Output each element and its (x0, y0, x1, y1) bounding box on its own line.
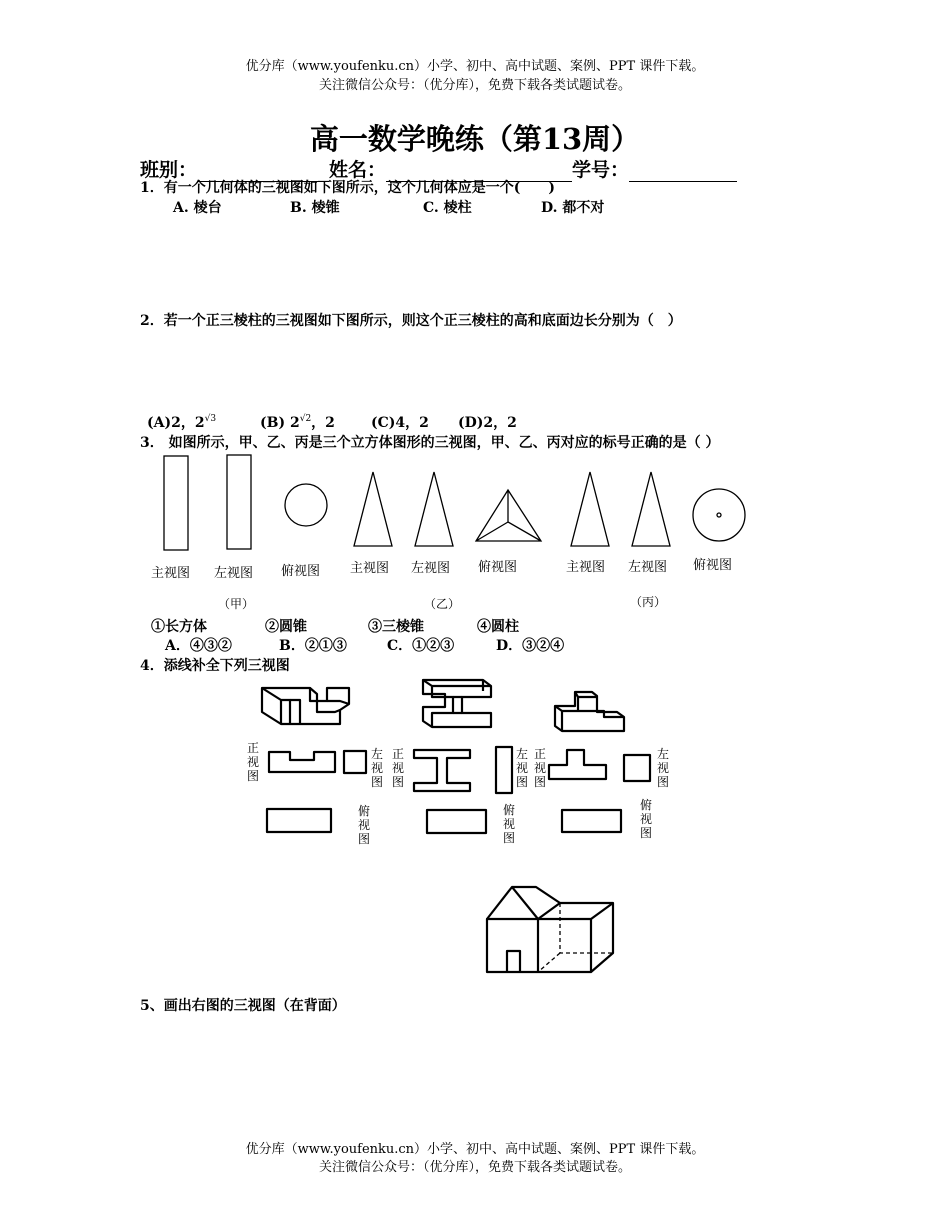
q1-option-b: B. 棱锥 (290, 200, 340, 216)
q4-zheng-label-2: 正视图 (391, 747, 404, 789)
q3-option-d: D．③②④ (496, 638, 565, 654)
bing-left-caption: 左视图 (628, 560, 668, 575)
q4-fu-label-2: 俯视图 (502, 803, 515, 845)
jia-top-caption: 俯视图 (281, 564, 321, 579)
q5-house-figure (487, 887, 613, 972)
page-title: 高一数学晚练（第13周） (309, 122, 641, 156)
q4-fu-label-1: 俯视图 (357, 804, 370, 846)
q4-left-view-1 (344, 751, 366, 773)
q4-stem: 4．添线补全下列三视图 (140, 658, 290, 674)
q2-option-b-text: (B) 2 (260, 415, 300, 431)
group-yi-label: （乙） (424, 597, 461, 611)
q1-option-a: A. 棱台 (173, 200, 222, 216)
q3-option-c: C．①②③ (387, 638, 455, 654)
header-line-2: 关注微信公众号：（优分库），免费下载各类试题试卷。 (318, 78, 631, 93)
q4-iso-1 (262, 688, 349, 724)
jia-front-caption: 主视图 (151, 566, 191, 581)
sqrt3-root: √3 (204, 414, 217, 424)
yi-top-caption: 俯视图 (478, 560, 518, 575)
q2-option-b-tail: ，2 (311, 415, 335, 431)
bing-front-caption: 主视图 (566, 560, 606, 575)
q4-left-view-3 (624, 755, 650, 781)
q4-front-view-2 (414, 750, 470, 791)
footer-line-2: 关注微信公众号：（优分库），免费下载各类试题试卷。 (318, 1160, 631, 1175)
shape-4: ④圆柱 (477, 619, 519, 635)
class-label: 班别： (140, 159, 198, 181)
q3-option-b: B．②①③ (279, 638, 347, 654)
q4-zuo-label-2: 左视图 (515, 747, 528, 789)
q4-iso-2 (423, 680, 491, 727)
footer-line-1: 优分库（www.youfenku.cn）小学、初中、高中试题、案例、PPT 课件下载。 (245, 1142, 705, 1157)
q4-fu-label-3: 俯视图 (639, 798, 652, 840)
q1-option-d: D. 都不对 (541, 200, 605, 216)
q4-zuo-label-3: 左视图 (656, 747, 669, 789)
q4-zheng-label-3: 正视图 (533, 747, 546, 789)
q2-stem: 2．若一个正三棱柱的三视图如下图所示，则这个正三棱柱的高和底面边长分别为（ ） (140, 313, 682, 329)
name-label: 姓名： (329, 159, 387, 181)
q4-top-view-3 (562, 810, 621, 832)
q4-left-view-2 (496, 747, 512, 793)
q3-option-a: A．④③② (165, 638, 232, 654)
q1-option-c: C. 棱柱 (423, 200, 472, 216)
q4-zuo-label-1: 左视图 (370, 747, 383, 789)
q4-front-view-3 (549, 750, 606, 779)
q4-top-view-1 (267, 809, 331, 832)
q3-stem: 3． 如图所示，甲、乙、丙是三个立方体图形的三视图，甲、乙、丙对应的标号正确的是（ ） (140, 435, 720, 451)
shape-2: ②圆锥 (265, 619, 307, 635)
jia-left-caption: 左视图 (214, 566, 254, 581)
q2-option-c: (C)4，2 (371, 415, 429, 431)
q4-top-view-2 (427, 810, 486, 833)
yi-front-caption: 主视图 (350, 561, 390, 576)
yi-left-caption: 左视图 (411, 561, 451, 576)
q4-iso-3 (555, 692, 624, 731)
group-bing-label: （丙） (630, 595, 667, 609)
q2-option-d: (D)2，2 (458, 415, 517, 431)
shape-1: ①长方体 (151, 619, 207, 635)
shape-3: ③三棱锥 (368, 619, 424, 635)
header-line-1: 优分库（www.youfenku.cn）小学、初中、高中试题、案例、PPT 课件下载。 (245, 59, 705, 74)
group-jia-label: （甲） (218, 597, 255, 611)
sqrt2-root: √2 (299, 414, 312, 424)
q4-front-view-1 (269, 752, 335, 772)
q1-stem: 1．有一个几何体的三视图如下图所示，这个几何体应是一个( ) (140, 180, 555, 196)
bing-top-caption: 俯视图 (693, 558, 733, 573)
id-label: 学号： (572, 159, 630, 181)
q5-stem: 5、画出右图的三视图（在背面） (140, 998, 346, 1014)
q4-zheng-label-1: 正视图 (246, 741, 259, 783)
q2-option-a-text: (A)2，2 (147, 415, 205, 431)
